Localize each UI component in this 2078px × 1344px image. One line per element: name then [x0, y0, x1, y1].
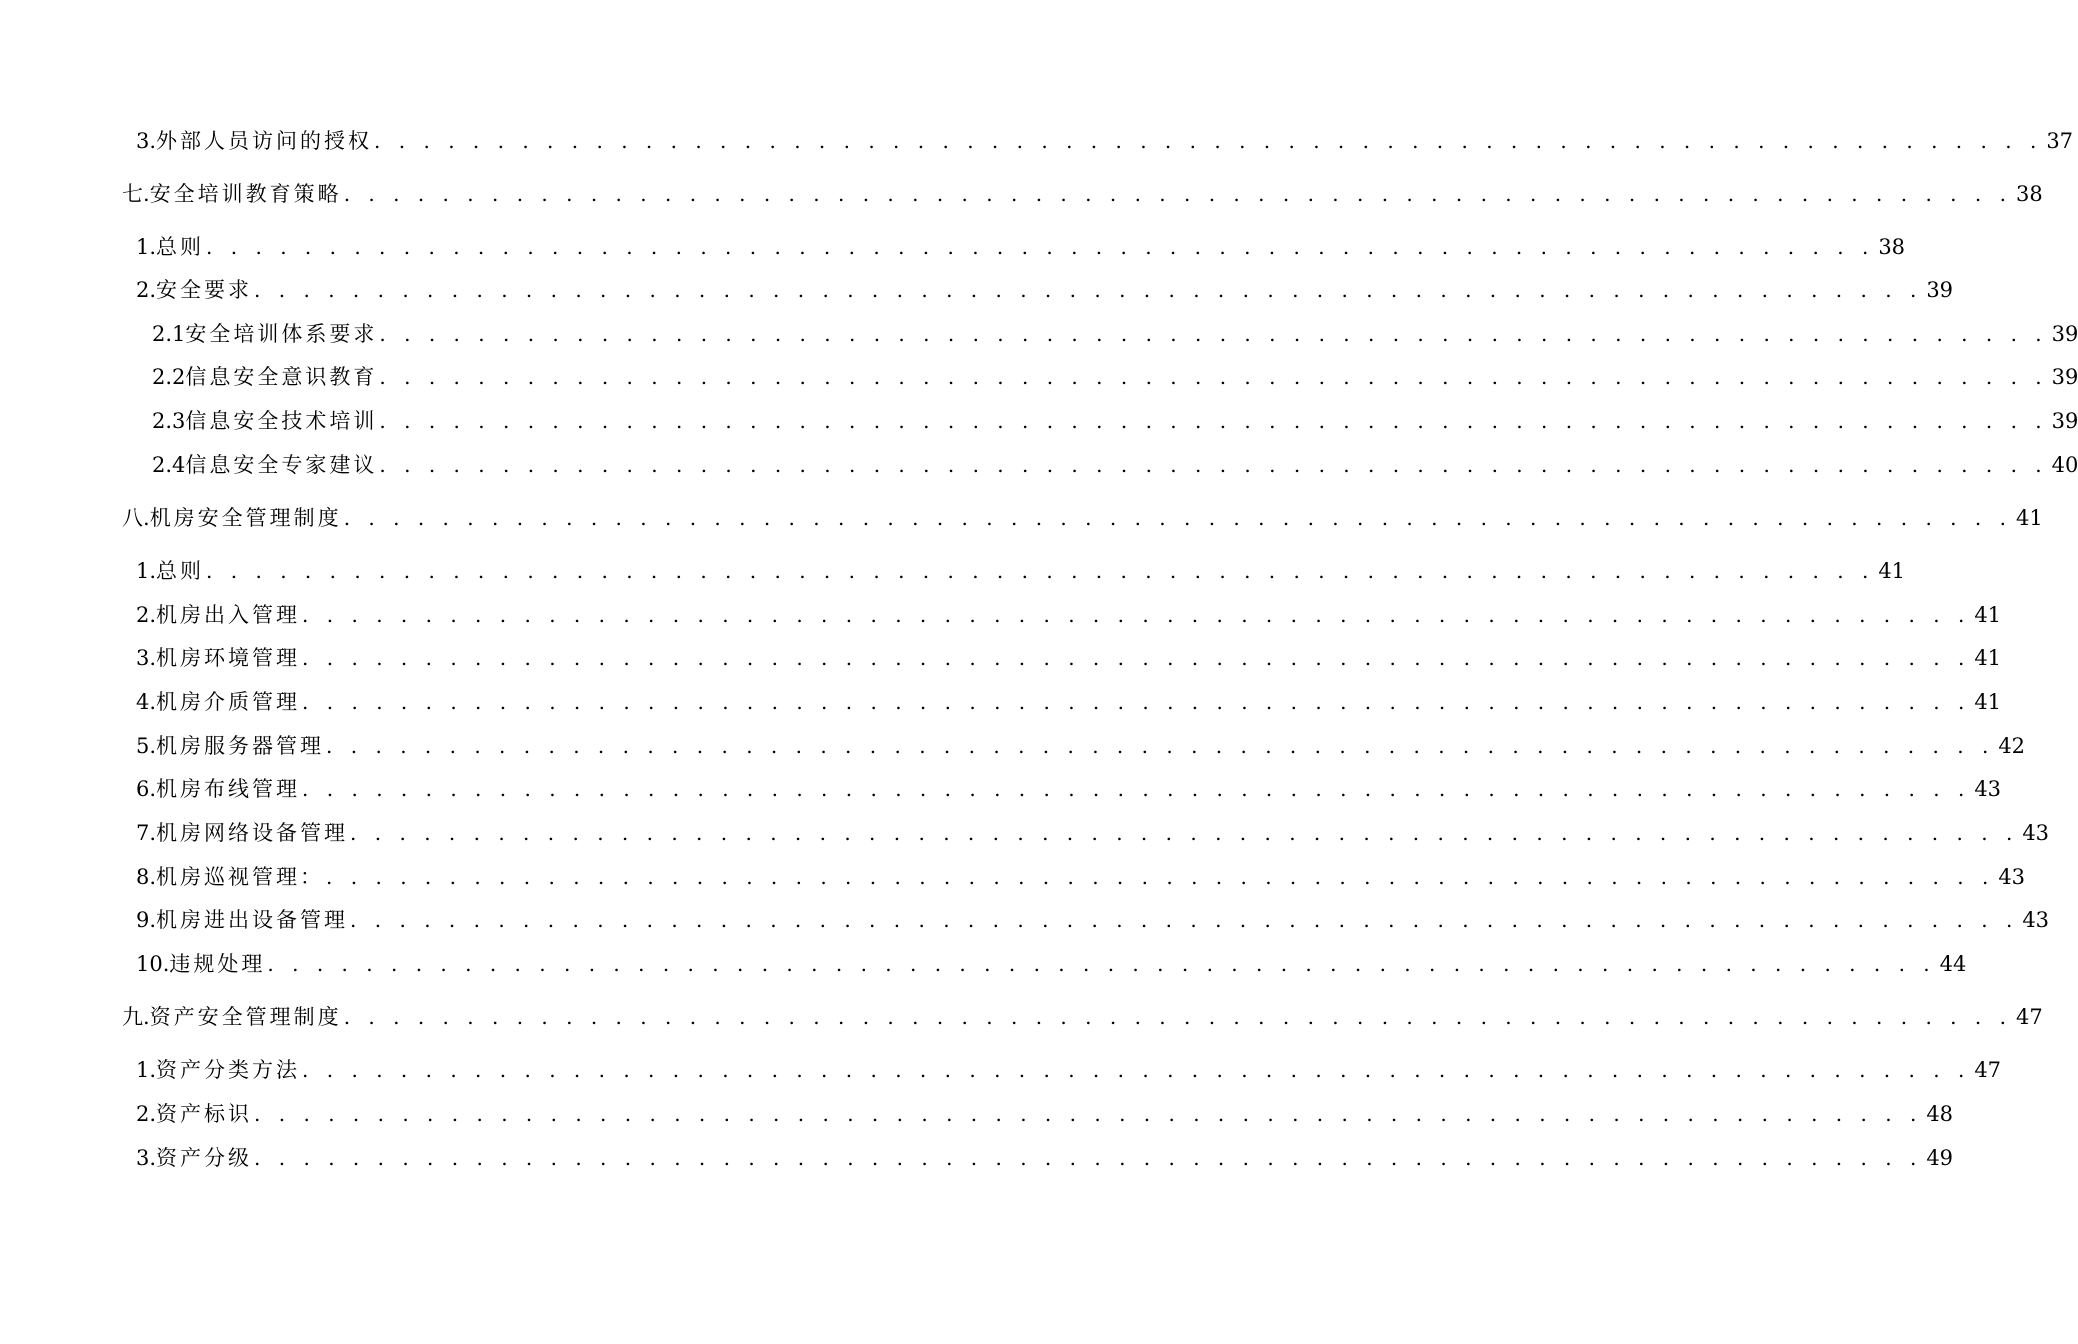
toc-entry[interactable]: [0, 731, 2026, 761]
toc-entry-page: 39: [2051, 365, 2078, 389]
toc-entry[interactable]: [0, 600, 2002, 630]
toc-entry-number: 10.: [136, 952, 170, 976]
toc-entry[interactable]: [0, 1099, 1954, 1129]
toc-entry-line: [136, 643, 2002, 673]
toc-entry-title: 资产分类方法: [156, 1058, 301, 1082]
toc-entry-number: 3.: [136, 129, 157, 153]
toc-entry-line: [152, 406, 2078, 436]
toc-entry-title: 安全培训体系要求: [185, 322, 378, 346]
toc-entry-line: [136, 818, 2050, 848]
toc-entry-number: 2.2: [152, 365, 186, 389]
toc-entry-page: 47: [1974, 1058, 2002, 1082]
toc-entry-number: 九.: [122, 1005, 150, 1029]
toc-entry-page: 39: [2051, 409, 2078, 433]
toc-entry-line: [136, 905, 2050, 935]
toc-entry-line: [136, 275, 1954, 305]
toc-entry-number: 3.: [136, 646, 157, 670]
toc-entry-title: 资产安全管理制度: [149, 1005, 342, 1029]
toc-entry-page: 49: [1926, 1146, 1954, 1170]
toc-entry[interactable]: [0, 362, 2078, 392]
toc-entry[interactable]: [0, 643, 2002, 673]
toc-entry-line: [136, 1143, 1954, 1173]
toc-entry-title: 机房服务器管理: [156, 734, 325, 758]
toc-entry-page: 43: [1974, 777, 2002, 801]
toc-dot-leader: . . . . . . . . . . . . . . . . . . . . . . . . . . . . . . . . . . . . . . . . . . . . . . . . . . . . . . . . . . . . . . . . . . . .: [379, 453, 2048, 477]
toc-entry[interactable]: [0, 232, 1906, 262]
toc-entry-line: [136, 232, 1906, 262]
toc-entry-title: 总则: [156, 559, 205, 583]
toc-entry-page: 41: [2015, 506, 2043, 530]
toc-entry-title: 资产标识: [156, 1102, 253, 1126]
toc-entry[interactable]: [0, 406, 2078, 436]
toc-entry-line: [136, 556, 1906, 586]
toc-entry-line: [136, 731, 2026, 761]
toc-entry-page: 43: [2022, 821, 2050, 845]
toc-entry-page: 37: [2046, 129, 2074, 153]
toc-entry[interactable]: [0, 450, 2078, 480]
toc-dot-leader: . . . . . . . . . . . . . . . . . . . . . . . . . . . . . . . . . . . . . . . . . . . . . . . . . . . . . . . . . . . . . . . . . . . .: [302, 690, 1971, 714]
toc-entry-title: 信息安全专家建议: [185, 453, 378, 477]
toc-dot-leader: . . . . . . . . . . . . . . . . . . . . . . . . . . . . . . . . . . . . . . . . . . . . . . . . . . . . . . . . . . . . . . . . . . . .: [206, 235, 1875, 259]
toc-entry[interactable]: [0, 275, 1954, 305]
toc-entry-number: 2.: [136, 1102, 157, 1126]
toc-entry[interactable]: [0, 687, 2002, 717]
toc-entry-page: 41: [1974, 603, 2002, 627]
toc-entry[interactable]: [0, 905, 2050, 935]
toc-entry-line: [136, 949, 1967, 979]
toc-entry[interactable]: [0, 1143, 1954, 1173]
toc-entry[interactable]: [0, 1002, 2043, 1032]
toc-entry-line: [136, 1055, 2002, 1085]
toc-entry-number: 2.: [136, 603, 157, 627]
toc-entry-number: 1.: [136, 1058, 157, 1082]
toc-entry-number: 7.: [136, 821, 157, 845]
toc-entry-line: [152, 319, 2078, 349]
toc-entry-line: [122, 503, 2043, 533]
toc-entry-line: [122, 179, 2043, 209]
toc-dot-leader: . . . . . . . . . . . . . . . . . . . . . . . . . . . . . . . . . . . . . . . . . . . . . . . . . . . . . . . . . . . . . . . . . . . .: [267, 952, 1936, 976]
toc-entry-title: 违规处理: [169, 952, 266, 976]
toc-entry[interactable]: [0, 949, 1967, 979]
toc-entry[interactable]: [0, 862, 2026, 892]
toc-entry-page: 43: [1998, 865, 2026, 889]
toc-dot-leader: . . . . . . . . . . . . . . . . . . . . . . . . . . . . . . . . . . . . . . . . . . . . . . . . . . . . . . . . . . . . . . . . . . . .: [302, 646, 1971, 670]
toc-entry-title: 机房进出设备管理: [156, 908, 349, 932]
toc-entry-title: 外部人员访问的授权: [156, 129, 373, 153]
toc-dot-leader: . . . . . . . . . . . . . . . . . . . . . . . . . . . . . . . . . . . . . . . . . . . . . . . . . . . . . . . . . . . . . . . . . . . .: [206, 559, 1875, 583]
toc-entry[interactable]: [0, 126, 2074, 156]
toc-entry-number: 4.: [136, 690, 157, 714]
toc-dot-leader: . . . . . . . . . . . . . . . . . . . . . . . . . . . . . . . . . . . . . . . . . . . . . . . . . . . . . . . . . . . . . . . . . . . .: [350, 908, 2019, 932]
toc-entry-page: 44: [1939, 952, 1967, 976]
toc-entry-title: 安全要求: [156, 278, 253, 302]
toc-entry-line: [136, 600, 2002, 630]
toc-dot-leader: . . . . . . . . . . . . . . . . . . . . . . . . . . . . . . . . . . . . . . . . . . . . . . . . . . . . . . . . . . . . . . . . . . . .: [379, 365, 2048, 389]
toc-dot-leader: . . . . . . . . . . . . . . . . . . . . . . . . . . . . . . . . . . . . . . . . . . . . . . . . . . . . . . . . . . . . . . . . . . . .: [343, 506, 2012, 530]
toc-entry-line: [136, 774, 2002, 804]
toc-entry-number: 5.: [136, 734, 157, 758]
toc-entry-title: 信息安全技术培训: [185, 409, 378, 433]
toc-entry-number: 1.: [136, 235, 157, 259]
toc-entry-page: 39: [1926, 278, 1954, 302]
toc-entry-page: 42: [1998, 734, 2026, 758]
toc-dot-leader: . . . . . . . . . . . . . . . . . . . . . . . . . . . . . . . . . . . . . . . . . . . . . . . . . . . . . . . . . . . . . . . . . . . .: [379, 409, 2048, 433]
toc-entry-number: 1.: [136, 559, 157, 583]
toc-entry-page: 38: [1878, 235, 1906, 259]
toc-dot-leader: . . . . . . . . . . . . . . . . . . . . . . . . . . . . . . . . . . . . . . . . . . . . . . . . . . . . . . . . . . . . . . . . . . . .: [254, 1146, 1923, 1170]
toc-entry-number: 2.1: [152, 322, 186, 346]
toc-entry-title: 机房网络设备管理: [156, 821, 349, 845]
toc-entry-number: 6.: [136, 777, 157, 801]
toc-entry-title: 安全培训教育策略: [149, 182, 342, 206]
toc-entry-title: 机房巡视管理：: [156, 865, 325, 889]
toc-entry[interactable]: [0, 179, 2043, 209]
toc-entry-number: 七.: [122, 182, 150, 206]
toc-entry-line: [136, 1099, 1954, 1129]
toc-entry-title: 机房出入管理: [156, 603, 301, 627]
toc-entry-title: 机房布线管理: [156, 777, 301, 801]
toc-entry-number: 3.: [136, 1146, 157, 1170]
toc-dot-leader: . . . . . . . . . . . . . . . . . . . . . . . . . . . . . . . . . . . . . . . . . . . . . . . . . . . . . . . . . . . . . . . . . . . .: [254, 1102, 1923, 1126]
toc-entry-page: 41: [1878, 559, 1906, 583]
toc-entry-title: 资产分级: [156, 1146, 253, 1170]
toc-entry-page: 40: [2051, 453, 2078, 477]
toc-entry-title: 机房介质管理: [156, 690, 301, 714]
toc-dot-leader: . . . . . . . . . . . . . . . . . . . . . . . . . . . . . . . . . . . . . . . . . . . . . . . . . . . . . . . . . . . . . . . . . . . .: [343, 182, 2012, 206]
toc-entry-page: 41: [1974, 690, 2002, 714]
toc-entry-page: 41: [1974, 646, 2002, 670]
toc-entry-line: [152, 450, 2078, 480]
toc-entry-line: [136, 862, 2026, 892]
toc-dot-leader: . . . . . . . . . . . . . . . . . . . . . . . . . . . . . . . . . . . . . . . . . . . . . . . . . . . . . . . . . . . . . . . . . . . .: [302, 777, 1971, 801]
toc-entry-number: 八.: [122, 506, 150, 530]
toc-entry-page: 43: [2022, 908, 2050, 932]
toc-entry-page: 39: [2051, 322, 2078, 346]
toc-entry-number: 2.3: [152, 409, 186, 433]
toc-entry-page: 38: [2015, 182, 2043, 206]
toc-entry-title: 机房环境管理: [156, 646, 301, 670]
toc-dot-leader: . . . . . . . . . . . . . . . . . . . . . . . . . . . . . . . . . . . . . . . . . . . . . . . . . . . . . . . . . . . . . . . . . . . .: [302, 1058, 1971, 1082]
toc-entry-number: 2.4: [152, 453, 186, 477]
toc-entry-line: [152, 362, 2078, 392]
toc-entry[interactable]: [0, 319, 2078, 349]
toc-dot-leader: . . . . . . . . . . . . . . . . . . . . . . . . . . . . . . . . . . . . . . . . . . . . . . . . . . . . . . . . . . . . . . . . . . . .: [350, 821, 2019, 845]
toc-dot-leader: . . . . . . . . . . . . . . . . . . . . . . . . . . . . . . . . . . . . . . . . . . . . . . . . . . . . . . . . . . . . . . . . . . . .: [379, 322, 2048, 346]
toc-entry-title: 总则: [156, 235, 205, 259]
toc-entry-page: 48: [1926, 1102, 1954, 1126]
toc-entry-number: 2.: [136, 278, 157, 302]
toc-dot-leader: . . . . . . . . . . . . . . . . . . . . . . . . . . . . . . . . . . . . . . . . . . . . . . . . . . . . . . . . . . . . . . . . . . . .: [302, 603, 1971, 627]
toc-entry-title: 信息安全意识教育: [185, 365, 378, 389]
toc-entry[interactable]: [0, 556, 1906, 586]
toc-entry[interactable]: [0, 503, 2043, 533]
toc-entry-number: 8.: [136, 865, 157, 889]
toc-dot-leader: . . . . . . . . . . . . . . . . . . . . . . . . . . . . . . . . . . . . . . . . . . . . . . . . . . . . . . . . . . . . . . . . . . . .: [326, 865, 1995, 889]
toc-entry[interactable]: [0, 1055, 2002, 1085]
toc-dot-leader: . . . . . . . . . . . . . . . . . . . . . . . . . . . . . . . . . . . . . . . . . . . . . . . . . . . . . . . . . . . . . . . . . . . .: [326, 734, 1995, 758]
toc-entry-title: 机房安全管理制度: [149, 506, 342, 530]
toc-dot-leader: . . . . . . . . . . . . . . . . . . . . . . . . . . . . . . . . . . . . . . . . . . . . . . . . . . . . . . . . . . . . . . . . . . . .: [254, 278, 1923, 302]
toc-dot-leader: . . . . . . . . . . . . . . . . . . . . . . . . . . . . . . . . . . . . . . . . . . . . . . . . . . . . . . . . . . . . . . . . . . . .: [374, 129, 2043, 153]
toc-entry-number: 9.: [136, 908, 157, 932]
toc-entry-line: [136, 126, 2074, 156]
toc-entry[interactable]: [0, 818, 2050, 848]
toc-dot-leader: . . . . . . . . . . . . . . . . . . . . . . . . . . . . . . . . . . . . . . . . . . . . . . . . . . . . . . . . . . . . . . . . . . . .: [343, 1005, 2012, 1029]
toc-entry[interactable]: [0, 774, 2002, 804]
toc-entry-line: [122, 1002, 2043, 1032]
toc-entry-page: 47: [2015, 1005, 2043, 1029]
toc-entry-line: [136, 687, 2002, 717]
